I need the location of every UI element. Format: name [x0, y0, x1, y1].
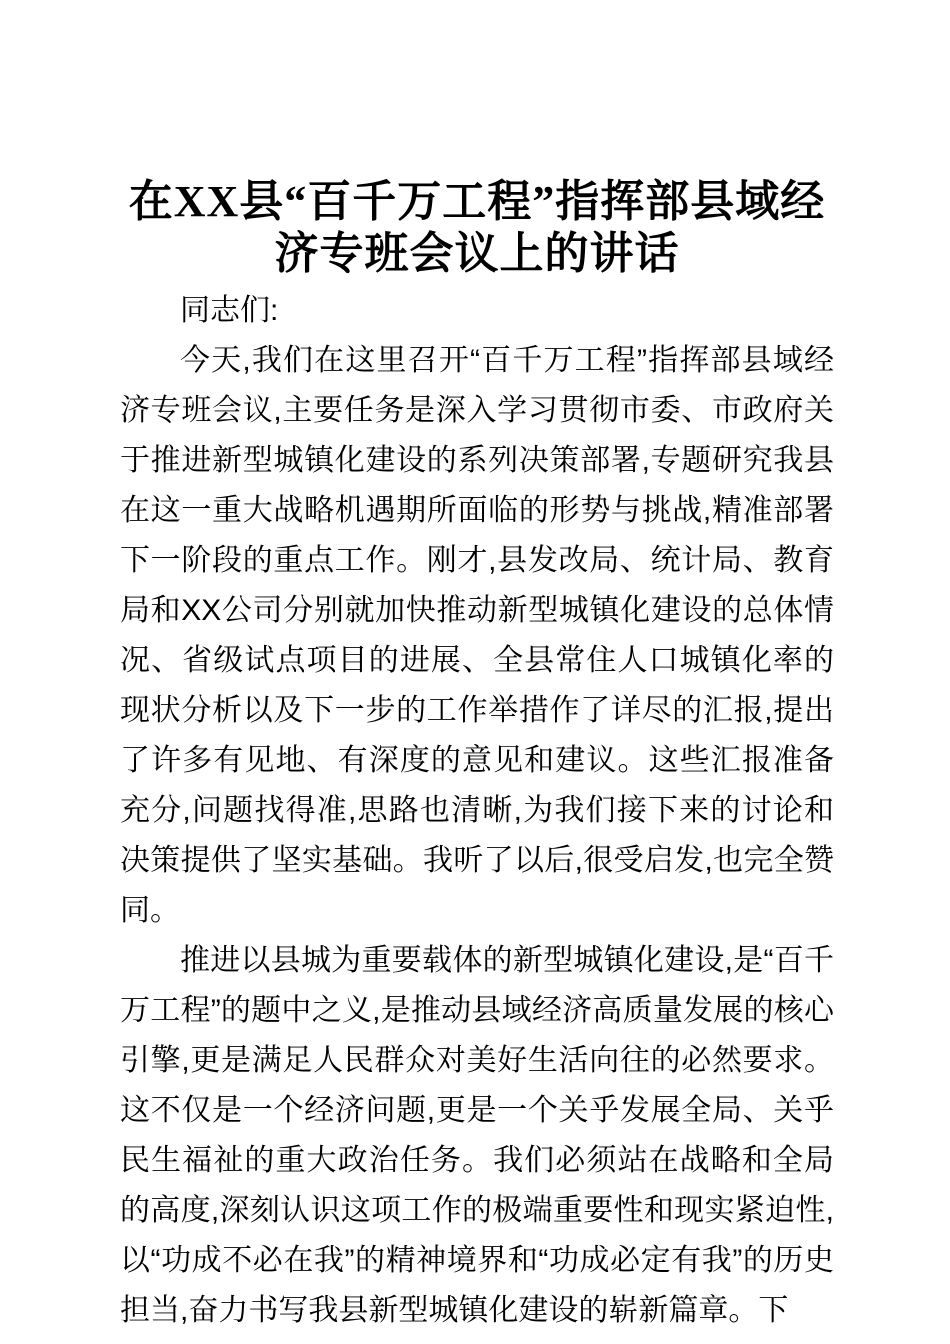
- document-title: 在XX县“百千万工程”指挥部县域经济专班会议上的讲话: [128, 177, 826, 278]
- document-body: [120, 286, 834, 1336]
- salutation: 同志们:: [180, 294, 279, 327]
- paragraph: 推进以县城为重要载体的新型城镇化建设,是“百千万工程”的题中之义,是推动县域经济高质量发展的核心引擎,更是满足人民群众对美好生活向往的必然要求。这不仅是一个经济问题,更是一个关乎发展全局、关乎民生福祉的重大政治任务。我们必须站在战略和全局的高度,深刻认识这项工作的极端重要性和现实紧迫性,以“功成不必在我”的精神境界和“功成必定有我”的历史担当,奋力书写我县新型城镇化建设的崭新篇章。下: [120, 944, 834, 1327]
- paragraph: 今天,我们在这里召开“百千万工程”指挥部县域经济专班会议,主要任务是深入学习贯彻市委、市政府关于推进新型城镇化建设的系列决策部署,专题研究我县在这一重大战略机遇期所面临的形势与挑战,精准部署下一阶段的重点工作。刚才,县发改局、统计局、教育局和XX公司分别就加快推动新型城镇化建设的总体情况、省级试点项目的进展、全县常住人口城镇化率的现状分析以及下一步的工作举措作了详尽的汇报,提出了许多有见地、有深度的意见和建议。这些汇报准备充分,问题找得准,思路也清晰,为我们接下来的讨论和决策提供了坚实基础。我听了以后,很受启发,也完全赞同。: [120, 344, 834, 927]
